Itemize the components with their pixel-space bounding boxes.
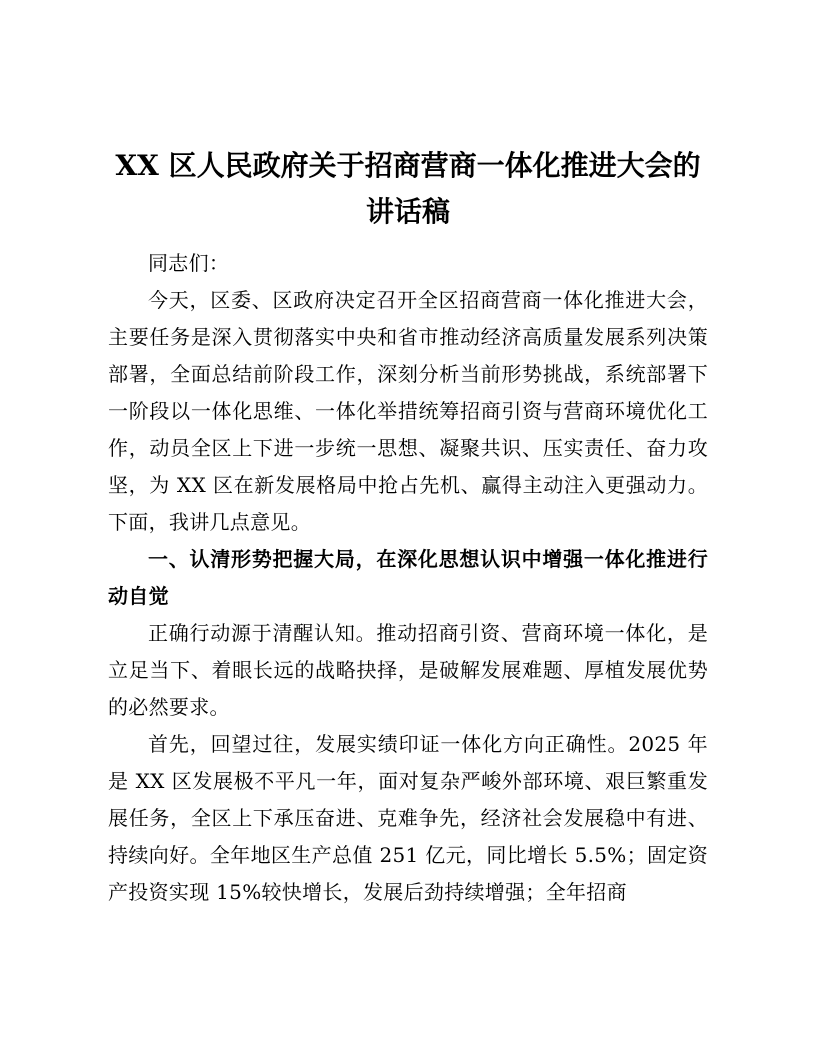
section-heading-1: 一、认清形势把握大局，在深化思想认识中增强一体化推进行动自觉: [108, 547, 708, 608]
document-title-line1: XX 区人民政府关于招商营商一体化推进大会的: [115, 149, 701, 182]
document-body: [108, 245, 708, 911]
intro-paragraph: 今天，区委、区政府决定召开全区招商营商一体化推进大会，主要任务是深入贯彻落实中央和省市推动经济高质量发展系列决策部署，全面总结前阶段工作，深刻分析当前形势挑战，系统部署下一阶段以一体化思维、一体化举措统筹招商引资与营商环境优化工作，动员全区上下进一步统一思想、凝聚共识、压实责任、奋力攻坚，为 XX 区在新发展格局中抢占先机、赢得主动注入更强动力。下面，我讲几点意见。: [108, 288, 708, 534]
section1-paragraph-2: 首先，回望过往，发展实绩印证一体化方向正确性。2025 年是 XX 区发展极不平凡一年，面对复杂严峻外部环境、艰巨繁重发展任务，全区上下承压奋进、克难争先，经济社会发展稳中有进、持续向好。全年地区生产总值 251 亿元，同比增长 5.5%；固定资产投资实现 15%较快增长，发展后劲持续增强；全年招商: [108, 732, 708, 904]
section1-paragraph-1: 正确行动源于清醒认知。推动招商引资、营商环境一体化，是立足当下、着眼长远的战略抉择，是破解发展难题、厚植发展优势的必然要求。: [108, 621, 708, 719]
salutation: 同志们：: [148, 251, 230, 275]
document-title-line2: 讲话稿: [365, 195, 450, 228]
document-title: [100, 143, 716, 235]
